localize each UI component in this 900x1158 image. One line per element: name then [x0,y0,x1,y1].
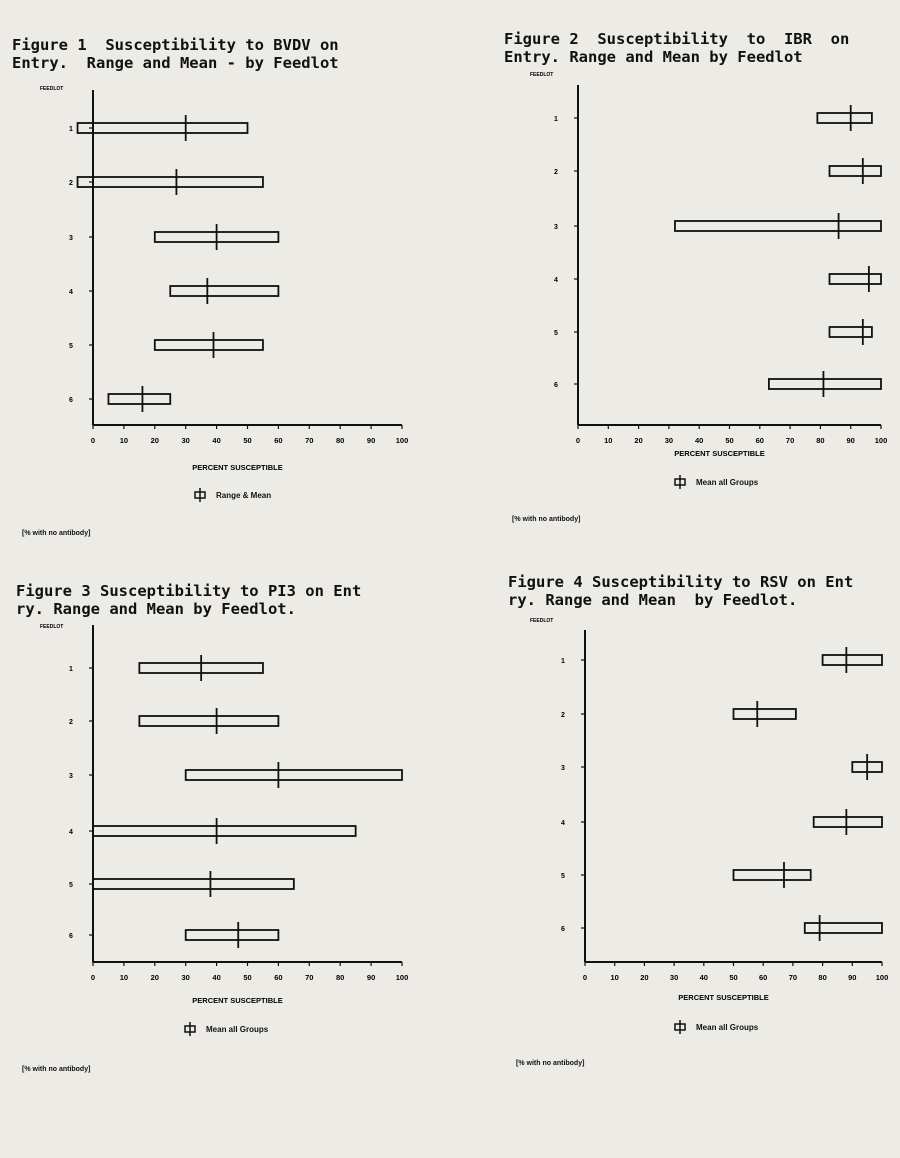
x-tick-label: 20 [640,973,649,982]
category-label: 6 [561,926,565,933]
category-label: 5 [561,873,565,880]
figure-1-legend-label: Range & Mean [216,490,272,500]
x-tick-label: 50 [725,436,734,445]
figure-3-note: [% with no antibody] [22,1066,91,1073]
x-tick-label: 10 [119,973,129,982]
figure-2-legend-label: Mean all Groups [696,477,759,487]
x-tick-label: 30 [669,973,679,982]
figure-4-legend [672,1020,758,1034]
mean-legend-icon [672,1020,688,1034]
x-tick-label: 20 [150,973,159,982]
category-label: 2 [554,169,558,176]
x-tick-label: 60 [274,436,283,445]
x-tick-label: 0 [90,436,96,445]
x-tick-label: 10 [604,436,613,445]
x-tick-label: 10 [610,973,619,982]
x-tick-label: 50 [243,436,252,445]
x-tick-label: 80 [818,973,827,982]
category-label: 6 [69,933,73,940]
figure-4-note: [% with no antibody] [516,1060,585,1067]
category-label: 6 [554,382,558,389]
category-label: 3 [561,765,565,772]
category-label: 2 [69,180,73,187]
x-tick-label: 60 [759,973,768,982]
category-label: 6 [69,397,73,404]
x-axis-label: PERCENT SUSCEPTIBLE [678,993,769,1002]
x-axis-label: PERCENT SUSCEPTIBLE [192,996,283,1005]
x-tick-label: 40 [212,436,221,445]
x-tick-label: 40 [695,436,704,445]
x-tick-label: 100 [395,973,409,982]
category-label: 5 [554,330,558,337]
category-label: 4 [69,829,73,836]
figure-4-legend-label: Mean all Groups [696,1022,759,1032]
x-tick-label: 20 [634,436,643,445]
x-tick-label: 90 [846,436,855,445]
range-bar [734,870,811,880]
figure-4-title: Figure 4 Susceptibility to RSV on Ent ry. Range and Mean by Feedlot. [508,573,854,609]
y-axis-label: FEEDLOT [40,624,64,630]
range-bar [734,709,796,719]
y-axis-label: FEEDLOT [40,86,64,92]
x-tick-label: 100 [874,436,888,445]
x-tick-label: 90 [366,973,376,982]
category-label: 4 [561,820,565,827]
category-label: 3 [69,235,73,242]
x-tick-label: 50 [729,973,738,982]
figure-2-title: Figure 2 Susceptibility to IBR on Entry. Range and Mean by Feedlot [504,30,850,66]
category-label: 1 [554,116,558,123]
x-tick-label: 30 [664,436,674,445]
category-label: 1 [561,658,565,665]
x-tick-label: 0 [90,973,96,982]
x-tick-label: 100 [395,436,409,445]
category-label: 2 [69,719,73,726]
x-tick-label: 70 [788,973,798,982]
x-tick-label: 0 [575,436,581,445]
x-tick-label: 80 [336,973,345,982]
figure-3-title: Figure 3 Susceptibility to PI3 on Ent ry. Range and Mean by Feedlot. [16,582,362,618]
x-tick-label: 40 [699,973,708,982]
x-tick-label: 0 [582,973,588,982]
x-tick-label: 20 [150,436,159,445]
category-label: 1 [69,126,73,133]
category-label: 5 [69,343,73,350]
category-label: 2 [561,712,565,719]
x-tick-label: 70 [305,973,314,982]
category-label: 1 [69,666,73,673]
category-label: 4 [554,277,558,284]
category-label: 3 [69,773,73,780]
x-tick-label: 60 [274,973,283,982]
x-tick-label: 40 [212,973,221,982]
figure-1-note: [% with no antibody] [22,530,91,537]
range-bar [823,655,882,665]
x-tick-label: 60 [755,436,764,445]
category-label: 3 [554,224,558,231]
x-tick-label: 50 [243,973,252,982]
x-tick-label: 70 [785,436,795,445]
figure-3-legend-label: Mean all Groups [206,1024,269,1034]
x-tick-label: 70 [305,436,314,445]
x-axis-label: PERCENT SUSCEPTIBLE [674,449,765,458]
y-axis-label: FEEDLOT [530,618,554,624]
x-tick-label: 80 [336,436,345,445]
x-tick-label: 10 [119,436,129,445]
x-tick-label: 90 [366,436,376,445]
y-axis-label: FEEDLOT [530,72,554,78]
x-tick-label: 100 [875,973,889,982]
x-tick-label: 30 [181,436,190,445]
x-tick-label: 80 [816,436,825,445]
range-bar [805,923,882,933]
figure-1-title: Figure 1 Susceptibility to BVDV on Entry. Range and Mean - by Feedlot [12,36,339,72]
category-label: 4 [69,289,73,296]
x-tick-label: 30 [181,973,190,982]
x-axis-label: PERCENT SUSCEPTIBLE [192,463,283,472]
x-tick-label: 90 [848,973,857,982]
figure-2-note: [% with no antibody] [512,516,581,523]
category-label: 5 [69,882,73,889]
range-bar [814,817,882,827]
